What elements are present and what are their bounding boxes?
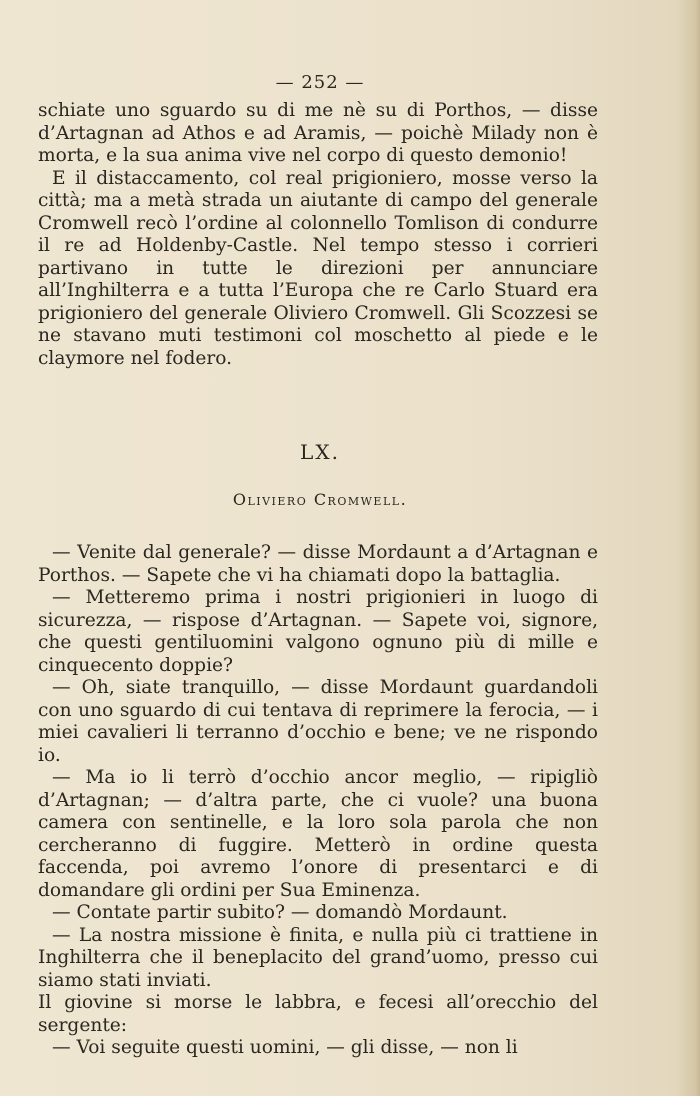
paragraph: — Oh, siate tranquillo, — disse Mordaunt guardandoli con uno sguardo di cui tentava di reprimere la ferocia, — i miei cavalieri li terranno d’occhio e bene; ve ne rispondo io. xyxy=(38,677,598,766)
paragraph: — Venite dal generale? — disse Mordaunt a d’Artagnan e Porthos. — Sapete che vi ha chiamati dopo la battaglia. xyxy=(38,542,598,586)
paragraph: — Metteremo prima i nostri prigionieri in luogo di sicurezza, — rispose d’Artagnan. — Sapete voi, signore, che questi gentiluomini valgono ognuno più di mille e cinquecento doppie? xyxy=(38,587,598,676)
chapter-text-block xyxy=(38,542,598,1060)
chapter-title: Oliviero Cromwell. xyxy=(232,490,408,509)
paragraph: — Contate partir subito? — domandò Mordaunt. xyxy=(52,902,508,923)
paragraph: Il giovine si morse le labbra, e fecesi all’orecchio del sergente: xyxy=(38,992,598,1036)
page-number: — 252 — xyxy=(275,72,365,93)
paragraph: — Ma io li terrò d’occhio ancor meglio, — ripigliò d’Artagnan; — d’altra parte, che ci vuole? una buona camera con sentinelle, e la loro sola parola che non cercheranno di fuggire. Metterò in ordine questa faccenda, poi avremo l’onore di presentarci e di domandare gli ordini per Sua Eminenza. xyxy=(38,767,598,901)
paragraph: E il distaccamento, col real prigioniero, mosse verso la città; ma a metà strada un aiutante di campo del generale Cromwell recò l’ordine al colonnello Tomlison di condurre il re ad Holdenby-Castle. Nel tempo stesso i corrieri partivano in tutte le direzioni per annunciare all’Inghilterra e a tutta l’Europa che re Carlo Stuard era prigioniero del generale Oliviero Cromwell. Gli Scozzesi se ne stavano muti testimoni col moschetto al piede e le claymore nel fodero. xyxy=(38,167,598,369)
paragraph: — La nostra missione è finita, e nulla più ci trattiene in Inghilterra che il beneplacito del grand’uomo, presso cui siamo stati inviati. xyxy=(38,924,598,991)
paragraph: schiate uno sguardo su di me nè su di Porthos, — disse d’Artagnan ad Athos e ad Aramis, — poichè Milady non è morta, e la sua anima vive nel corpo di questo demonio! xyxy=(38,100,598,166)
top-text-block xyxy=(38,100,598,370)
paragraph: — Voi seguite questi uomini, — gli disse, — non li xyxy=(52,1037,518,1058)
chapter-number: LX. xyxy=(300,440,340,464)
page-edge-shadow xyxy=(676,0,700,1096)
